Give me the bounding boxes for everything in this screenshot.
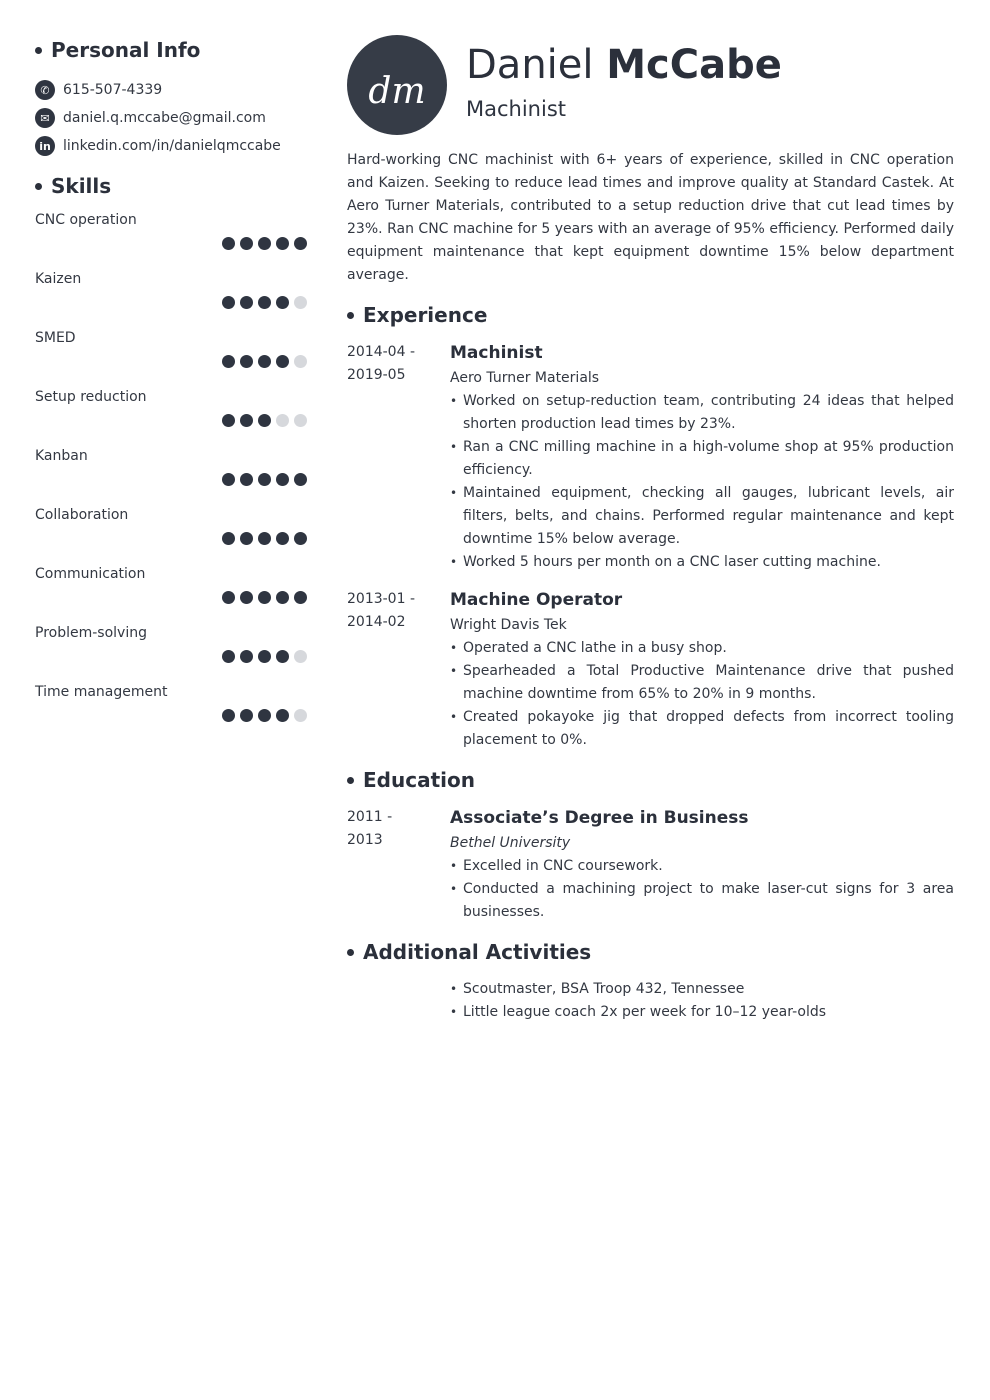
entry-organization: Bethel University xyxy=(450,835,571,851)
skill-name: Setup reduction xyxy=(35,389,147,405)
skill-rating xyxy=(222,591,307,604)
rating-dot-filled-icon xyxy=(240,709,253,722)
contact-text: daniel.q.mccabe@gmail.com xyxy=(63,110,266,126)
rating-dot-filled-icon xyxy=(222,532,235,545)
contact-text: 615-507-4339 xyxy=(63,82,163,98)
entry-date xyxy=(347,588,450,752)
monogram-avatar: dm xyxy=(347,35,447,135)
skills-heading: Skills xyxy=(35,174,307,198)
bullet-item: • Created pokayoke jig that dropped defects from incorrect tooling placement to 0%. xyxy=(450,706,954,752)
bullet-dot-icon xyxy=(347,777,354,784)
rating-dot-empty-icon xyxy=(276,414,289,427)
resume-header xyxy=(347,35,954,135)
rating-dot-empty-icon xyxy=(294,296,307,309)
bullet-item: • Little league coach 2x per week for 10–12 year-olds xyxy=(450,1001,954,1024)
entry-organization: Wright Davis Tek xyxy=(450,617,567,633)
rating-dot-filled-icon xyxy=(258,473,271,486)
date-start: 2014-04 - xyxy=(347,344,415,360)
rating-dot-filled-icon xyxy=(294,237,307,250)
bullet-item: • Worked 5 hours per month on a CNC laser cutting machine. xyxy=(450,551,954,574)
rating-dot-filled-icon xyxy=(240,591,253,604)
rating-dot-filled-icon xyxy=(222,355,235,368)
rating-dot-empty-icon xyxy=(294,650,307,663)
date-start: 2011 - xyxy=(347,809,393,825)
experience-entry xyxy=(347,341,954,574)
skill-name: Kanban xyxy=(35,448,88,464)
bullet-item: • Worked on setup-reduction team, contributing 24 ideas that helped shorten production lead times by 23%. xyxy=(450,390,954,436)
bullet-item: • Operated a CNC lathe in a busy shop. xyxy=(450,637,954,660)
rating-dot-filled-icon xyxy=(240,473,253,486)
rating-dot-filled-icon xyxy=(258,296,271,309)
email-icon: ✉ xyxy=(35,108,55,128)
rating-dot-filled-icon xyxy=(276,237,289,250)
entry-date xyxy=(347,806,450,924)
rating-dot-filled-icon xyxy=(222,709,235,722)
entry-date xyxy=(347,978,450,1024)
bullet-dot-icon xyxy=(35,47,42,54)
skill-rating xyxy=(222,296,307,309)
skill-name: Problem-solving xyxy=(35,625,147,641)
bullet-item: • Spearheaded a Total Productive Maintenance drive that pushed machine downtime from 65% to 20% in 9 months. xyxy=(450,660,954,706)
contact-list xyxy=(35,76,307,160)
entry-date xyxy=(347,341,450,574)
experience-heading: Experience xyxy=(347,303,954,327)
rating-dot-filled-icon xyxy=(258,532,271,545)
entry-body xyxy=(450,588,954,752)
rating-dot-filled-icon xyxy=(276,650,289,663)
education-heading: Education xyxy=(347,768,954,792)
bullet-item: • Conducted a machining project to make laser-cut signs for 3 area businesses. xyxy=(450,878,954,924)
experience-section xyxy=(347,303,954,752)
rating-dot-filled-icon xyxy=(240,296,253,309)
activities-entry xyxy=(347,978,954,1024)
skill-rating xyxy=(222,532,307,545)
full-name xyxy=(466,39,782,91)
skill-item xyxy=(35,212,307,271)
job-title: Machinist xyxy=(466,97,566,121)
rating-dot-empty-icon xyxy=(294,709,307,722)
contact-text: linkedin.com/in/danielqmccabe xyxy=(63,138,281,154)
experience-entry xyxy=(347,588,954,752)
entry-bullets xyxy=(450,855,954,924)
bullet-dot-icon xyxy=(347,949,354,956)
rating-dot-filled-icon xyxy=(294,591,307,604)
skill-item xyxy=(35,566,307,625)
date-end: 2019-05 xyxy=(347,367,406,383)
skill-item xyxy=(35,389,307,448)
skill-rating xyxy=(222,414,307,427)
entry-body xyxy=(450,978,954,1024)
rating-dot-filled-icon xyxy=(276,532,289,545)
rating-dot-filled-icon xyxy=(240,355,253,368)
name-block xyxy=(466,39,782,121)
skill-item xyxy=(35,625,307,684)
date-end: 2014-02 xyxy=(347,614,406,630)
entry-title: Machinist xyxy=(450,343,543,363)
rating-dot-filled-icon xyxy=(294,473,307,486)
skill-item xyxy=(35,507,307,566)
rating-dot-filled-icon xyxy=(258,355,271,368)
skill-rating xyxy=(222,650,307,663)
entry-body xyxy=(450,341,954,574)
rating-dot-filled-icon xyxy=(222,414,235,427)
contact-item xyxy=(35,132,307,160)
rating-dot-empty-icon xyxy=(294,414,307,427)
skill-name: CNC operation xyxy=(35,212,137,228)
rating-dot-filled-icon xyxy=(222,591,235,604)
rating-dot-filled-icon xyxy=(294,532,307,545)
left-column xyxy=(35,38,307,743)
bullet-dot-icon xyxy=(347,312,354,319)
rating-dot-filled-icon xyxy=(276,355,289,368)
entry-bullets xyxy=(450,637,954,752)
rating-dot-filled-icon xyxy=(258,591,271,604)
rating-dot-filled-icon xyxy=(240,532,253,545)
skill-list xyxy=(35,212,307,743)
summary-paragraph: Hard-working CNC machinist with 6+ years of experience, skilled in CNC operation and Kaizen. Seeking to reduce lead times and improve quality at Standard Castek. At Aero Turner Materials, contributed to a setup reduction drive that cut lead times by 23%. Ran CNC machine for 5 years with an average of 95% efficiency. Performed daily equipment maintenance that kept equipment downtime 15% below department average. xyxy=(347,152,954,283)
rating-dot-filled-icon xyxy=(258,414,271,427)
activities-section xyxy=(347,940,954,1024)
skill-item xyxy=(35,271,307,330)
date-end: 2013 xyxy=(347,832,383,848)
rating-dot-filled-icon xyxy=(240,237,253,250)
rating-dot-filled-icon xyxy=(240,414,253,427)
skill-name: Kaizen xyxy=(35,271,82,287)
rating-dot-filled-icon xyxy=(222,650,235,663)
rating-dot-filled-icon xyxy=(222,296,235,309)
entry-title: Machine Operator xyxy=(450,590,623,610)
entry-title: Associate’s Degree in Business xyxy=(450,808,749,828)
rating-dot-filled-icon xyxy=(276,296,289,309)
first-name: Daniel xyxy=(466,42,594,88)
bullet-item: • Scoutmaster, BSA Troop 432, Tennessee xyxy=(450,978,954,1001)
bullet-dot-icon xyxy=(35,183,42,190)
rating-dot-filled-icon xyxy=(258,709,271,722)
rating-dot-filled-icon xyxy=(258,237,271,250)
skill-name: Communication xyxy=(35,566,146,582)
bullet-item: • Excelled in CNC coursework. xyxy=(450,855,954,878)
rating-dot-filled-icon xyxy=(276,709,289,722)
linkedin-icon: in xyxy=(35,136,55,156)
right-column xyxy=(347,35,954,1024)
phone-icon: ✆ xyxy=(35,80,55,100)
rating-dot-filled-icon xyxy=(240,650,253,663)
skill-rating xyxy=(222,709,307,722)
education-list xyxy=(347,806,954,924)
skill-item xyxy=(35,330,307,389)
rating-dot-filled-icon xyxy=(276,473,289,486)
entry-bullets xyxy=(450,390,954,574)
bullet-item: • Maintained equipment, checking all gauges, lubricant levels, air filters, belts, and chains. Performed regular maintenance and kept downtime 15% below average. xyxy=(450,482,954,551)
skill-name: Time management xyxy=(35,684,168,700)
rating-dot-filled-icon xyxy=(276,591,289,604)
rating-dot-empty-icon xyxy=(294,355,307,368)
entry-organization: Aero Turner Materials xyxy=(450,370,600,386)
skill-name: Collaboration xyxy=(35,507,129,523)
rating-dot-filled-icon xyxy=(222,237,235,250)
skill-rating xyxy=(222,473,307,486)
education-section xyxy=(347,768,954,924)
rating-dot-filled-icon xyxy=(258,650,271,663)
skill-item xyxy=(35,448,307,507)
contact-item xyxy=(35,104,307,132)
skill-rating xyxy=(222,237,307,250)
date-start: 2013-01 - xyxy=(347,591,415,607)
contact-item xyxy=(35,76,307,104)
activities-bullets xyxy=(450,978,954,1024)
rating-dot-filled-icon xyxy=(222,473,235,486)
skill-rating xyxy=(222,355,307,368)
education-entry xyxy=(347,806,954,924)
last-name: McCabe xyxy=(606,42,782,88)
skill-item xyxy=(35,684,307,743)
personal-info-heading: Personal Info xyxy=(35,38,307,62)
entry-body xyxy=(450,806,954,924)
activities-heading: Additional Activities xyxy=(347,940,954,964)
skill-name: SMED xyxy=(35,330,76,346)
bullet-item: • Ran a CNC milling machine in a high-volume shop at 95% production efficiency. xyxy=(450,436,954,482)
experience-list xyxy=(347,341,954,752)
